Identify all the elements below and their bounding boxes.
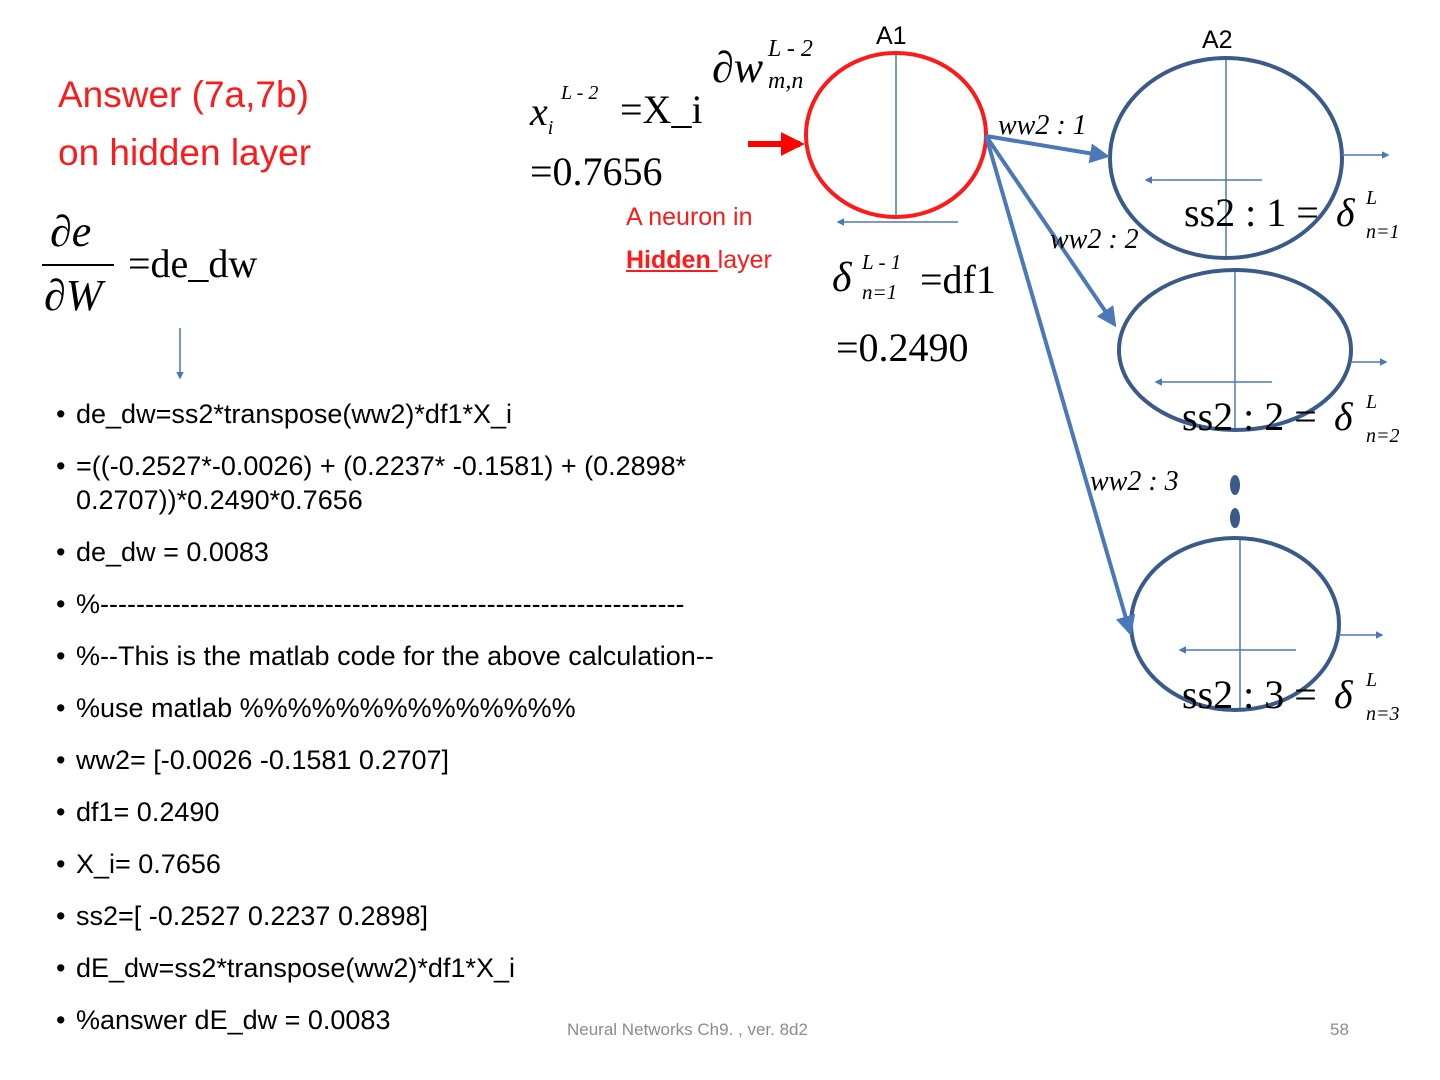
output-sub-2: n=2 bbox=[1366, 425, 1400, 447]
weight-label-1: ww2 : 1 bbox=[998, 110, 1087, 141]
output-sub-3: n=3 bbox=[1366, 703, 1400, 725]
bullet-list bbox=[52, 397, 916, 1055]
bullet-item: • de_dw = 0.0083 bbox=[56, 537, 269, 567]
bullet-item: • df1= 0.2490 bbox=[56, 797, 220, 827]
ellipsis-dot-1 bbox=[1230, 475, 1240, 495]
delta-equation: =df1 bbox=[920, 257, 996, 302]
output-label-3: ss2 : 3 = bbox=[1182, 672, 1317, 717]
xi-equation: =X_i bbox=[620, 87, 703, 132]
page-number: 58 bbox=[1330, 1020, 1349, 1039]
label-a1: A1 bbox=[876, 22, 907, 50]
delta-subscript: n=1 bbox=[862, 280, 898, 304]
bullet-item: • %answer dE_dw = 0.0083 bbox=[56, 1005, 391, 1035]
w-subscript: m,n bbox=[768, 68, 804, 94]
xi-value: =0.7656 bbox=[530, 149, 663, 194]
bullet-item: • X_i= 0.7656 bbox=[56, 849, 221, 879]
delta-superscript: L - 1 bbox=[862, 250, 902, 274]
output-delta-3: δ bbox=[1334, 672, 1353, 717]
output-sup-1: L bbox=[1366, 187, 1378, 209]
ellipsis-dot-2 bbox=[1230, 508, 1240, 528]
dedw-equation: =de_dw bbox=[128, 241, 258, 286]
output-sub-1: n=1 bbox=[1366, 221, 1400, 243]
output-sup-3: L bbox=[1366, 669, 1378, 691]
weight-label-3: ww2 : 3 bbox=[1090, 466, 1179, 497]
partial-w-symbol: ∂w bbox=[712, 43, 764, 92]
hidden-word: Hidden bbox=[626, 246, 718, 274]
delta-symbol: δ bbox=[832, 255, 852, 301]
output-label-1: ss2 : 1 = bbox=[1184, 190, 1319, 235]
delta-value: =0.2490 bbox=[836, 325, 969, 370]
partial-w-denominator: ∂W bbox=[44, 271, 103, 320]
bullet-item: • dE_dw=ss2*transpose(ww2)*df1*X_i bbox=[56, 953, 515, 983]
hidden-note-line-1: A neuron in bbox=[626, 203, 753, 231]
bullet-item: • %--This is the matlab code for the above calculation-- bbox=[56, 641, 714, 671]
bullet-item: • %----------------------------------------------------------------- bbox=[56, 589, 685, 619]
layer-word: layer bbox=[717, 246, 772, 274]
partial-e-numerator: ∂e bbox=[50, 207, 92, 256]
bullet-item: • de_dw=ss2*transpose(ww2)*df1*X_i bbox=[56, 399, 512, 429]
bullet-item: • =((-0.2527*-0.0026) + (0.2237* -0.1581) + (0.2898* 0.2707))*0.2490*0.7656 bbox=[56, 451, 687, 515]
connection-3 bbox=[986, 136, 1130, 632]
xi-symbol: $x_i$ bbox=[530, 89, 554, 139]
bullet-item: • ww2= [-0.0026 -0.1581 0.2707] bbox=[56, 745, 450, 775]
weight-label-2: ww2 : 2 bbox=[1050, 224, 1139, 255]
label-a2: A2 bbox=[1202, 26, 1233, 54]
title-line-1: Answer (7a,7b) bbox=[58, 74, 309, 115]
xi-superscript: L - 2 bbox=[561, 82, 599, 104]
bullet-item: • ss2=[ -0.2527 0.2237 0.2898] bbox=[56, 901, 429, 931]
output-delta-1: δ bbox=[1336, 190, 1355, 235]
footer-text: Neural Networks Ch9. , ver. 8d2 bbox=[567, 1020, 808, 1039]
w-superscript: L - 2 bbox=[768, 36, 813, 62]
bullet-item: • %use matlab %%%%%%%%%%%%%% bbox=[56, 693, 576, 723]
output-label-2: ss2 : 2 = bbox=[1182, 394, 1317, 439]
output-delta-2: δ bbox=[1334, 394, 1353, 439]
output-sup-2: L bbox=[1366, 391, 1378, 413]
title-line-2: on hidden layer bbox=[58, 132, 312, 173]
